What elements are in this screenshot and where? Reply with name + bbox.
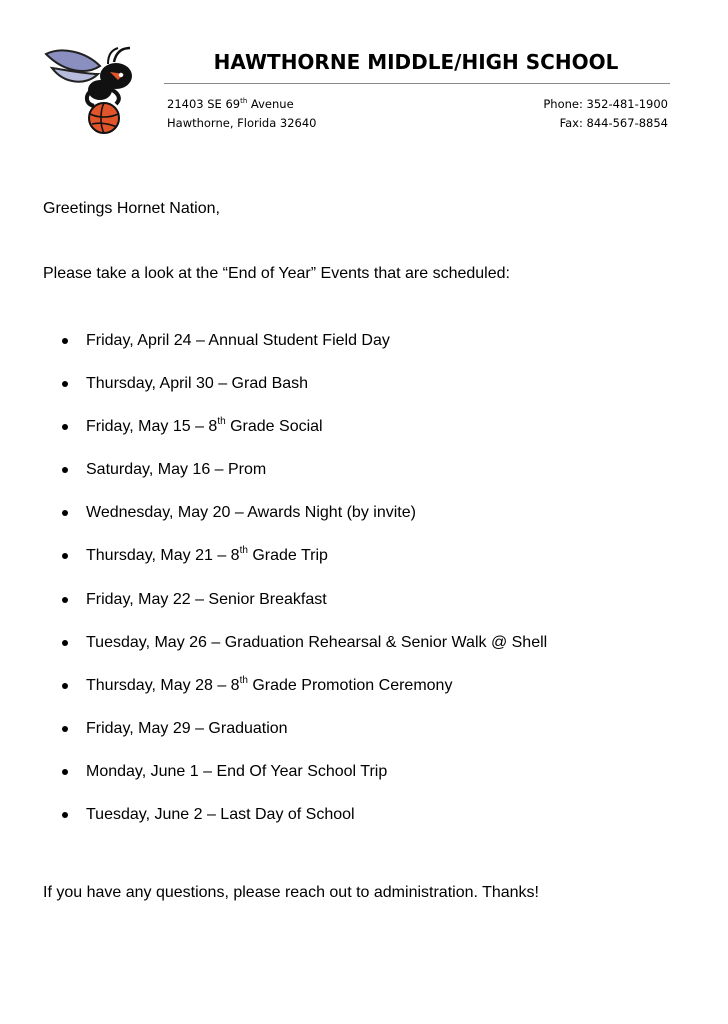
event-list-item — [43, 500, 683, 543]
event-text: Wednesday, May 20 – Awards Night (by invite) — [86, 504, 416, 522]
event-ordinal-suffix: th — [217, 416, 226, 428]
event-list-item — [43, 630, 683, 673]
event-list-item — [43, 457, 683, 500]
event-list-item — [43, 371, 683, 414]
event-text: Thursday, April 30 – Grad Bash — [86, 375, 309, 393]
bullet-icon — [62, 381, 68, 387]
events-list — [43, 328, 683, 845]
school-contact — [543, 95, 668, 133]
bullet-icon — [62, 597, 68, 603]
closing-paragraph: If you have any questions, please reach out to administration. Thanks! — [43, 884, 539, 901]
school-address — [167, 95, 317, 133]
event-list-item — [43, 759, 683, 802]
event-text-continued: Grade Trip — [247, 547, 328, 565]
event-text-continued: Grade Promotion Ceremony — [247, 676, 453, 694]
event-text: Tuesday, May 26 – Graduation Rehearsal & Senior Walk @ Shell — [86, 633, 548, 651]
event-list-item — [43, 673, 683, 716]
event-ordinal-suffix: th — [239, 674, 248, 686]
address-street-name: Avenue — [247, 97, 294, 111]
address-line-2: Hawthorne, Florida 32640 — [167, 116, 317, 130]
bullet-icon — [62, 424, 68, 430]
phone-number: Phone: 352-481-1900 — [543, 97, 668, 111]
intro-paragraph: Please take a look at the “End of Year” Events that are scheduled: — [43, 265, 510, 282]
event-text: Friday, May 15 – 8 — [86, 418, 218, 436]
address-street-number: 21403 SE 69 — [167, 97, 241, 111]
header-divider — [164, 83, 670, 84]
school-name: HAWTHORNE MIDDLE/HIGH SCHOOL — [213, 50, 619, 74]
event-list-item — [43, 587, 683, 630]
event-list-item — [43, 716, 683, 759]
event-text: Friday, April 24 – Annual Student Field Day — [86, 332, 390, 349]
event-text: Friday, May 29 – Graduation — [86, 719, 288, 737]
bullet-icon — [62, 467, 68, 473]
event-text: Tuesday, June 2 – Last Day of School — [86, 806, 355, 824]
event-text: Friday, May 22 – Senior Breakfast — [86, 590, 327, 608]
event-list-item — [43, 802, 683, 845]
event-text: Thursday, May 28 – 8 — [86, 676, 240, 694]
event-list-item — [43, 543, 683, 586]
bullet-icon — [62, 726, 68, 732]
event-text: Saturday, May 16 – Prom — [86, 461, 267, 479]
event-list-item — [43, 328, 683, 371]
bullet-icon — [62, 640, 68, 646]
event-list-item — [43, 414, 683, 457]
bullet-icon — [62, 769, 68, 775]
bullet-icon — [62, 553, 68, 559]
hornet-mascot-icon — [42, 44, 138, 136]
event-text: Monday, June 1 – End Of Year School Trip — [86, 762, 388, 780]
event-text-continued: Grade Social — [225, 418, 323, 436]
address-line-1 — [167, 95, 317, 114]
bullet-icon — [62, 683, 68, 689]
greeting: Greetings Hornet Nation, — [43, 200, 220, 217]
fax-number: Fax: 844-567-8854 — [559, 116, 668, 130]
event-text: Thursday, May 21 – 8 — [86, 547, 240, 565]
event-ordinal-suffix: th — [239, 545, 248, 557]
bullet-icon — [62, 510, 68, 516]
bullet-icon — [62, 812, 68, 818]
address-ordinal-suffix: th — [240, 97, 248, 105]
bullet-icon — [62, 338, 68, 344]
